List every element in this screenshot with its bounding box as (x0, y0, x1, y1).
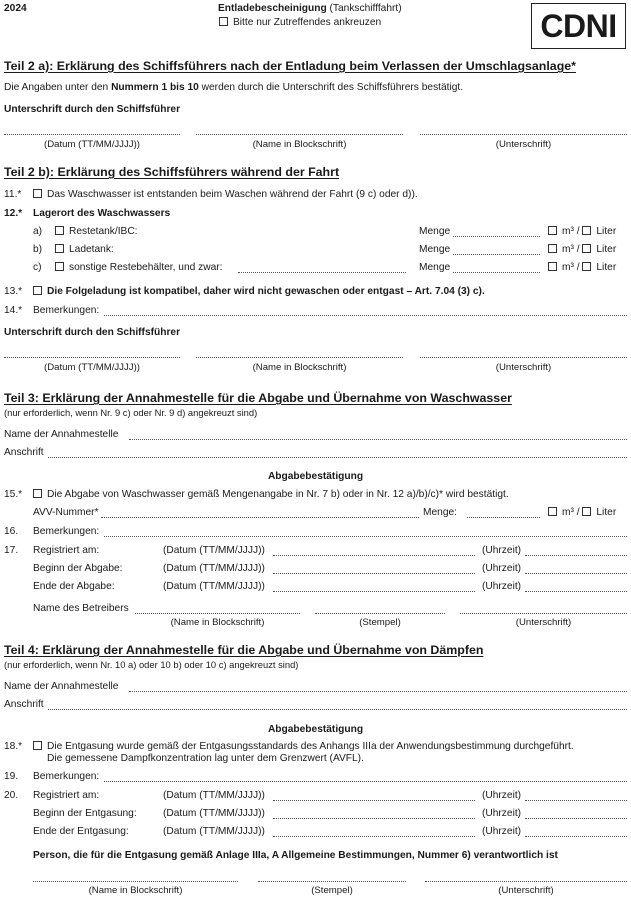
teil3-time-field[interactable] (525, 591, 627, 592)
teil4-time-field[interactable] (525, 836, 627, 837)
form-title-rest: (Tankschifffahrt) (326, 3, 402, 14)
teil4-time-field[interactable] (525, 818, 627, 819)
form-title (218, 3, 402, 14)
name-field[interactable] (196, 134, 403, 135)
storage-b-label: Ladetank: (69, 244, 114, 255)
teil2b-signature-heading: Unterschrift durch den Schiffsführer (4, 327, 181, 338)
item-17-number: 17. (4, 545, 19, 556)
unit-liter: Liter (596, 226, 617, 237)
storage-a-label: Restetank/IBC: (69, 226, 138, 237)
teil3-date-field[interactable] (273, 573, 475, 574)
item-15-number: 15.* (4, 489, 23, 500)
signature-caption: (Unterschrift) (498, 885, 554, 896)
item-14-number: 14.* (4, 305, 23, 316)
instruction-text: Bitte nur Zutreffendes ankreuzen (233, 17, 382, 28)
storage-a-letter: a) (33, 226, 43, 237)
teil3-name-field[interactable] (129, 439, 627, 440)
teil3-time-label: Ende der Abgabe: (33, 581, 115, 592)
m3-checkbox[interactable] (548, 507, 557, 516)
storage-b-quantity-field[interactable] (453, 254, 540, 255)
teil3-remarks-field[interactable] (104, 536, 627, 537)
teil4-note: (nur erforderlich, wenn Nr. 10 a) oder 10 b) oder 10 c) angekreuzt sind) (4, 659, 299, 670)
teil4-address-field[interactable] (48, 709, 627, 710)
operator-label: Name des Betreibers (33, 603, 129, 614)
form-title-bold: Entladebescheinigung (218, 3, 327, 14)
item-15-checkbox[interactable] (33, 489, 42, 498)
m3-checkbox[interactable] (548, 244, 557, 253)
teil4-time-label2: (Uhrzeit) (482, 808, 522, 819)
item-19-label: Bemerkungen: (33, 771, 100, 782)
teil4-name-label: Name der Annahmestelle (4, 681, 119, 692)
teil4-date-label: (Datum (TT/MM/JJJJ)) (163, 790, 265, 801)
signature-field[interactable] (420, 134, 627, 135)
unit-m3: m³ / (562, 507, 580, 518)
teil4-date-field[interactable] (273, 836, 475, 837)
item-14-label: Bemerkungen: (33, 305, 100, 316)
teil4-time-field[interactable] (525, 800, 627, 801)
stamp-caption: (Stempel) (311, 885, 353, 896)
liter-checkbox[interactable] (582, 226, 591, 235)
item-12-title: Lagerort des Waschwassers (33, 208, 171, 219)
item-15 (33, 489, 509, 500)
teil3-time-field[interactable] (525, 555, 627, 556)
liter-checkbox[interactable] (582, 507, 591, 516)
item-12-number: 12.* (4, 208, 23, 219)
instruction (219, 17, 381, 28)
teil3-time-field[interactable] (525, 573, 627, 574)
stamp-caption: (Stempel) (359, 617, 401, 628)
teil3-time-label: Registriert am: (33, 545, 100, 556)
signature-caption: (Unterschrift) (495, 139, 552, 150)
responsible-stamp-field[interactable] (258, 881, 406, 882)
teil3-time-label2: (Uhrzeit) (482, 545, 522, 556)
item-13-text: Die Folgeladung ist kompatibel, daher wird nicht gewaschen oder entgast – Art. 7.04 (3) c). (47, 286, 485, 297)
operator-stamp-field[interactable] (315, 613, 445, 614)
teil4-name-field[interactable] (129, 691, 627, 692)
teil3-address-field[interactable] (48, 457, 627, 458)
teil2b-heading: Teil 2 b): Erklärung des Schiffsführers während der Fahrt (4, 165, 340, 179)
teil3-date-label: (Datum (TT/MM/JJJJ)) (163, 581, 265, 592)
responsible-heading: Person, die für die Entgasung gemäß Anlage IIIa, A Allgemeine Bestimmungen, Nummer 6) verantwortlich ist (33, 850, 558, 861)
cdni-logo: CDNI (531, 3, 626, 49)
teil3-menge-label: Menge: (423, 507, 457, 518)
unit-m3: m³ / (562, 262, 580, 273)
storage-c-quantity-field[interactable] (453, 272, 540, 273)
item-11-checkbox[interactable] (33, 189, 42, 198)
date-field[interactable] (4, 134, 180, 135)
intro-bold: Nummern 1 bis 10 (111, 82, 199, 93)
name-caption: (Name in Blockschrift) (88, 885, 183, 896)
intro-pre: Die Angaben unter den (4, 82, 112, 93)
unit-liter: Liter (596, 262, 617, 273)
storage-c-label: sonstige Restebehälter, und zwar: (69, 262, 223, 273)
teil3-confirm-heading: Abgabebestätigung (267, 471, 364, 482)
teil3-name-label: Name der Annahmestelle (4, 429, 119, 440)
storage-b-checkbox[interactable] (55, 244, 64, 253)
item-11 (33, 189, 418, 200)
teil4-time-label2: (Uhrzeit) (482, 826, 522, 837)
avv-label: AVV-Nummer* (33, 507, 99, 518)
teil2a-intro (4, 82, 463, 93)
item-13-number: 13.* (4, 286, 23, 297)
name-caption: (Name in Blockschrift) (252, 362, 347, 373)
name-caption: (Name in Blockschrift) (170, 617, 265, 628)
storage-b-menge: Menge (419, 244, 451, 255)
unit-liter: Liter (596, 244, 617, 255)
responsible-signature-field[interactable] (425, 881, 627, 882)
name-field[interactable] (196, 357, 403, 358)
teil4-time-label: Registriert am: (33, 790, 100, 801)
m3-checkbox[interactable] (548, 226, 557, 235)
storage-c-other-field[interactable] (238, 272, 406, 273)
teil4-remarks-field[interactable] (104, 781, 627, 782)
teil3-date-label: (Datum (TT/MM/JJJJ)) (163, 545, 265, 556)
storage-b-units (548, 244, 616, 255)
teil3-date-field[interactable] (273, 591, 475, 592)
item-19-number: 19. (4, 771, 19, 782)
teil4-date-field[interactable] (273, 800, 475, 801)
item-18 (33, 741, 574, 752)
item-18-number: 18.* (4, 741, 23, 752)
date-field[interactable] (4, 357, 180, 358)
teil3-units (548, 507, 616, 518)
teil3-quantity-field[interactable] (467, 517, 540, 518)
signature-caption: (Unterschrift) (515, 617, 572, 628)
form-year: 2024 (4, 3, 27, 14)
storage-a-menge: Menge (419, 226, 451, 237)
date-caption: (Datum (TT/MM/JJJJ)) (44, 362, 140, 373)
item-11-text: Das Waschwasser ist entstanden beim Waschen während der Fahrt (9 c) oder d)). (47, 189, 418, 200)
item-16-label: Bemerkungen: (33, 526, 100, 537)
storage-a-units (548, 226, 616, 237)
signature-field[interactable] (420, 357, 627, 358)
liter-checkbox[interactable] (582, 262, 591, 271)
avv-field[interactable] (101, 517, 419, 518)
teil3-time-label2: (Uhrzeit) (482, 563, 522, 574)
item-18-line1: Die Entgasung wurde gemäß der Entgasungsstandards des Anhangs IIIa der Anwendungsbestimmung durchgeführt. (47, 741, 574, 752)
storage-c-menge: Menge (419, 262, 451, 273)
storage-a (55, 226, 138, 237)
teil4-address-label: Anschrift (4, 699, 44, 710)
item-18-line2: Die gemessene Dampfkonzentration lag unter dem Grenzwert (AVFL). (47, 753, 364, 764)
storage-c-letter: c) (33, 262, 42, 273)
unit-m3: m³ / (562, 226, 580, 237)
item-13 (33, 286, 485, 297)
intro-post: werden durch die Unterschrift des Schiffsführers bestätigt. (198, 82, 464, 93)
checkbox-icon (219, 17, 228, 26)
storage-a-checkbox[interactable] (55, 226, 64, 235)
item-11-number: 11.* (4, 189, 22, 200)
name-caption: (Name in Blockschrift) (252, 139, 347, 150)
teil3-time-label: Beginn der Abgabe: (33, 563, 123, 574)
storage-b (55, 244, 114, 255)
teil2a-heading: Teil 2 a): Erklärung des Schiffsführers nach der Entladung beim Verlassen der Umschlagsanlage* (4, 59, 576, 73)
teil3-note: (nur erforderlich, wenn Nr. 9 c) oder Nr. 9 d) angekreuzt sind) (4, 407, 258, 418)
item-13-checkbox[interactable] (33, 286, 42, 295)
unit-liter: Liter (596, 507, 617, 518)
item-18-checkbox[interactable] (33, 741, 42, 750)
teil4-date-field[interactable] (273, 818, 475, 819)
teil4-time-label: Ende der Entgasung: (33, 826, 129, 837)
date-caption: (Datum (TT/MM/JJJJ)) (44, 139, 140, 150)
teil3-date-field[interactable] (273, 555, 475, 556)
storage-c-checkbox[interactable] (55, 262, 64, 271)
unit-m3: m³ / (562, 244, 580, 255)
storage-c (55, 262, 222, 273)
teil4-time-label: Beginn der Entgasung: (33, 808, 137, 819)
teil4-heading: Teil 4: Erklärung der Annahmestelle für die Abgabe und Übernahme von Dämpfen (4, 643, 484, 657)
liter-checkbox[interactable] (582, 244, 591, 253)
storage-b-letter: b) (33, 244, 43, 255)
responsible-name-field[interactable] (33, 881, 238, 882)
storage-c-units (548, 262, 616, 273)
item-20-number: 20. (4, 790, 19, 801)
operator-name-field[interactable] (135, 613, 300, 614)
m3-checkbox[interactable] (548, 262, 557, 271)
item-15-text: Die Abgabe von Waschwasser gemäß Mengenangabe in Nr. 7 b) oder in Nr. 12 a)/b)/c)* wird bestätigt. (47, 489, 509, 500)
signature-caption: (Unterschrift) (495, 362, 552, 373)
teil2a-signature-heading: Unterschrift durch den Schiffsführer (4, 104, 181, 115)
teil3-time-label2: (Uhrzeit) (482, 581, 522, 592)
teil3-address-label: Anschrift (4, 447, 44, 458)
teil3-heading: Teil 3: Erklärung der Annahmestelle für die Abgabe und Übernahme von Waschwasser (4, 391, 512, 405)
remarks-field[interactable] (104, 315, 627, 316)
operator-signature-field[interactable] (460, 613, 627, 614)
teil4-confirm-heading: Abgabebestätigung (267, 724, 364, 735)
teil4-time-label2: (Uhrzeit) (482, 790, 522, 801)
storage-a-quantity-field[interactable] (453, 236, 540, 237)
teil4-date-label: (Datum (TT/MM/JJJJ)) (163, 808, 265, 819)
teil4-date-label: (Datum (TT/MM/JJJJ)) (163, 826, 265, 837)
teil3-date-label: (Datum (TT/MM/JJJJ)) (163, 563, 265, 574)
item-16-number: 16. (4, 526, 19, 537)
